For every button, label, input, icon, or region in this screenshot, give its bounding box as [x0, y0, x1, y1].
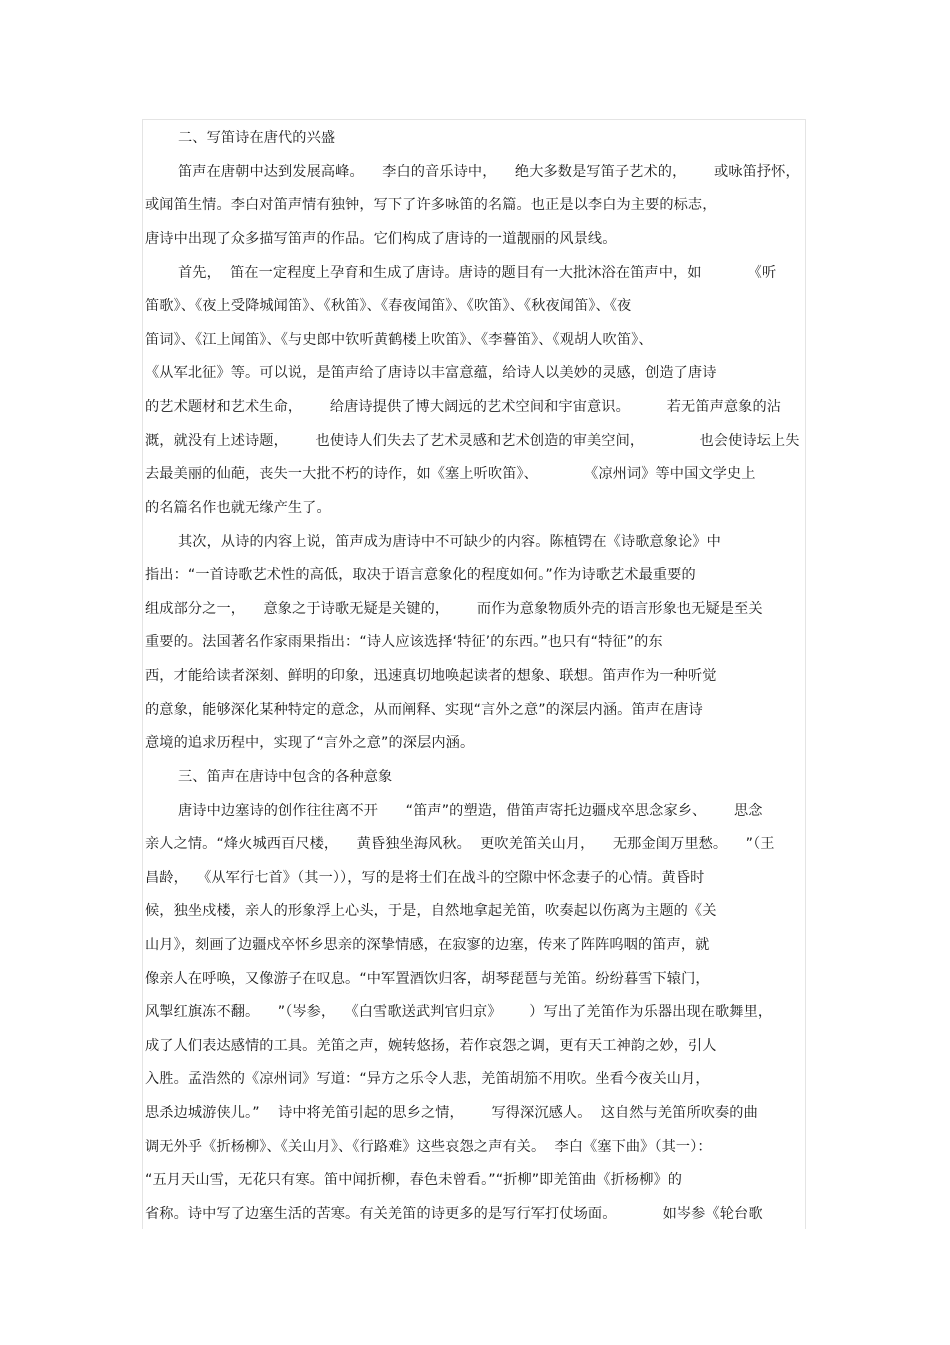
- paragraph-line: 调无外乎《折杨柳》、《关山月》、《行路难》这些哀怨之声有关。 李白《塞下曲》（其一）：: [145, 1139, 712, 1155]
- paragraph-line: 山月》，刻画了边疆戍卒怀乡思亲的深挚情感，在寂寥的边塞，传来了阵阵呜咽的笛声，就: [145, 937, 710, 953]
- paragraph-line: 首先， 笛在一定程度上孕育和生成了唐诗。唐诗的题目有一大批沐浴在笛声中，如 《听: [178, 265, 777, 281]
- paragraph-line: 溉，就没有上述诗题， 也使诗人们失去了艺术灵感和艺术创造的审美空间， 也会使诗坛上失: [145, 433, 800, 449]
- paragraph-line: 昌龄， 《从军行七首》（其一）），写的是将士们在战斗的空隙中怀念妻子的心情。黄昏时: [145, 870, 705, 886]
- paragraph-line: 《从军北征》等。可以说，是笛声给了唐诗以丰富意蕴，给诗人以美妙的灵感，创造了唐诗: [145, 365, 717, 381]
- paragraph-line: 笛歌》、《夜上受降城闻笛》、《秋笛》、《春夜闻笛》、《吹笛》、《秋夜闻笛》、《夜: [145, 298, 632, 314]
- paragraph-line: 思杀边城游侠儿。” 诗中将羌笛引起的思乡之情， 写得深沉感人。 这自然与羌笛所吹奏的曲: [145, 1105, 758, 1121]
- paragraph-line: 西，才能给读者深刻、鲜明的印象，迅速真切地唤起读者的想象、联想。笛声作为一种听觉: [145, 668, 717, 684]
- paragraph-line: 重要的。法国著名作家雨果指出：“诗人应该选择‘特征’的东西。”也只有“特征”的东: [145, 634, 663, 650]
- paragraph-line: 笛声在唐朝中达到发展高峰。 李白的音乐诗中， 绝大多数是写笛子艺术的， 或咏笛抒怀，: [178, 164, 800, 180]
- paragraph-line: 风掣红旗冻不翻。 ”（岑参， 《白雪歌送武判官归京》 ）写出了羌笛作为乐器出现在歌舞里，: [145, 1004, 773, 1020]
- paragraph-line: 亲人之情。“烽火城西百尺楼， 黄昏独坐海风秋。 更吹羌笛关山月， 无那金闺万里愁。 ”（王: [145, 836, 775, 852]
- paragraph-line: 或闻笛生情。李白对笛声情有独钟，写下了许多咏笛的名篇。也正是以李白为主要的标志，: [145, 197, 717, 213]
- paragraph-line: 的名篇名作也就无缘产生了。: [145, 500, 331, 516]
- paragraph-line: 唐诗中出现了众多描写笛声的作品。它们构成了唐诗的一道靓丽的风景线。: [145, 231, 617, 247]
- paragraph-line: 的艺术题材和艺术生命， 给唐诗提供了博大阔远的艺术空间和宇宙意识。 若无笛声意象的沾: [145, 399, 782, 415]
- paragraph-line: 成了人们表达感情的工具。羌笛之声，婉转悠扬，若作哀怨之调，更有天工神韵之妙，引人: [145, 1038, 717, 1054]
- section-heading-2: 二、写笛诗在唐代的兴盛: [178, 130, 336, 146]
- section-heading-3: 三、笛声在唐诗中包含的各种意象: [178, 769, 393, 785]
- paragraph-line: “五月天山雪，无花只有寒。笛中闻折柳，春色未曾看。”“折柳”即羌笛曲《折杨柳》的: [145, 1172, 683, 1188]
- paragraph-line: 组成部分之一， 意象之于诗歌无疑是关键的， 而作为意象物质外壳的语言形象也无疑是至关: [145, 601, 763, 617]
- paragraph-line: 意境的追求历程中，实现了“言外之意”的深层内涵。: [145, 735, 475, 751]
- paragraph-line: 像亲人在呼唤，又像游子在叹息。“中军置酒饮归客，胡琴琵琶与羌笛。纷纷暮雪下辕门，: [145, 971, 710, 987]
- paragraph-line: 指出：“一首诗歌艺术性的高低，取决于语言意象化的程度如何。”作为诗歌艺术最重要的: [145, 567, 696, 583]
- paragraph-line: 笛词》、《江上闻笛》、《与史郎中钦听黄鹤楼上吹笛》、《李謩笛》、《观胡人吹笛》、: [145, 332, 653, 348]
- paragraph-line: 候，独坐戍楼，亲人的形象浮上心头，于是，自然地拿起羌笛，吹奏起以伤离为主题的《关: [145, 903, 717, 919]
- paragraph-line: 其次，从诗的内容上说，笛声成为唐诗中不可缺少的内容。陈植锷在《诗歌意象论》中: [178, 534, 721, 550]
- paragraph-line: 的意象，能够深化某种特定的意念，从而阐释、实现“言外之意”的深层内涵。笛声在唐诗: [145, 702, 703, 718]
- paragraph-line: 省称。诗中写了边塞生活的苦寒。有关羌笛的诗更多的是写行军打仗场面。 如岑参《轮台歌: [145, 1206, 763, 1222]
- paragraph-line: 入胜。孟浩然的《凉州词》写道：“异方之乐令人悲，羌笛胡笳不用吹。坐看今夜关山月，: [145, 1071, 710, 1087]
- paragraph-line: 去最美丽的仙葩，丧失一大批不朽的诗作，如《塞上听吹笛》、 《凉州词》等中国文学史上: [145, 466, 756, 482]
- paragraph-line: 唐诗中边塞诗的创作往往离不开 “笛声”的塑造，借笛声寄托边疆戍卒思念家乡、 思念: [178, 803, 763, 819]
